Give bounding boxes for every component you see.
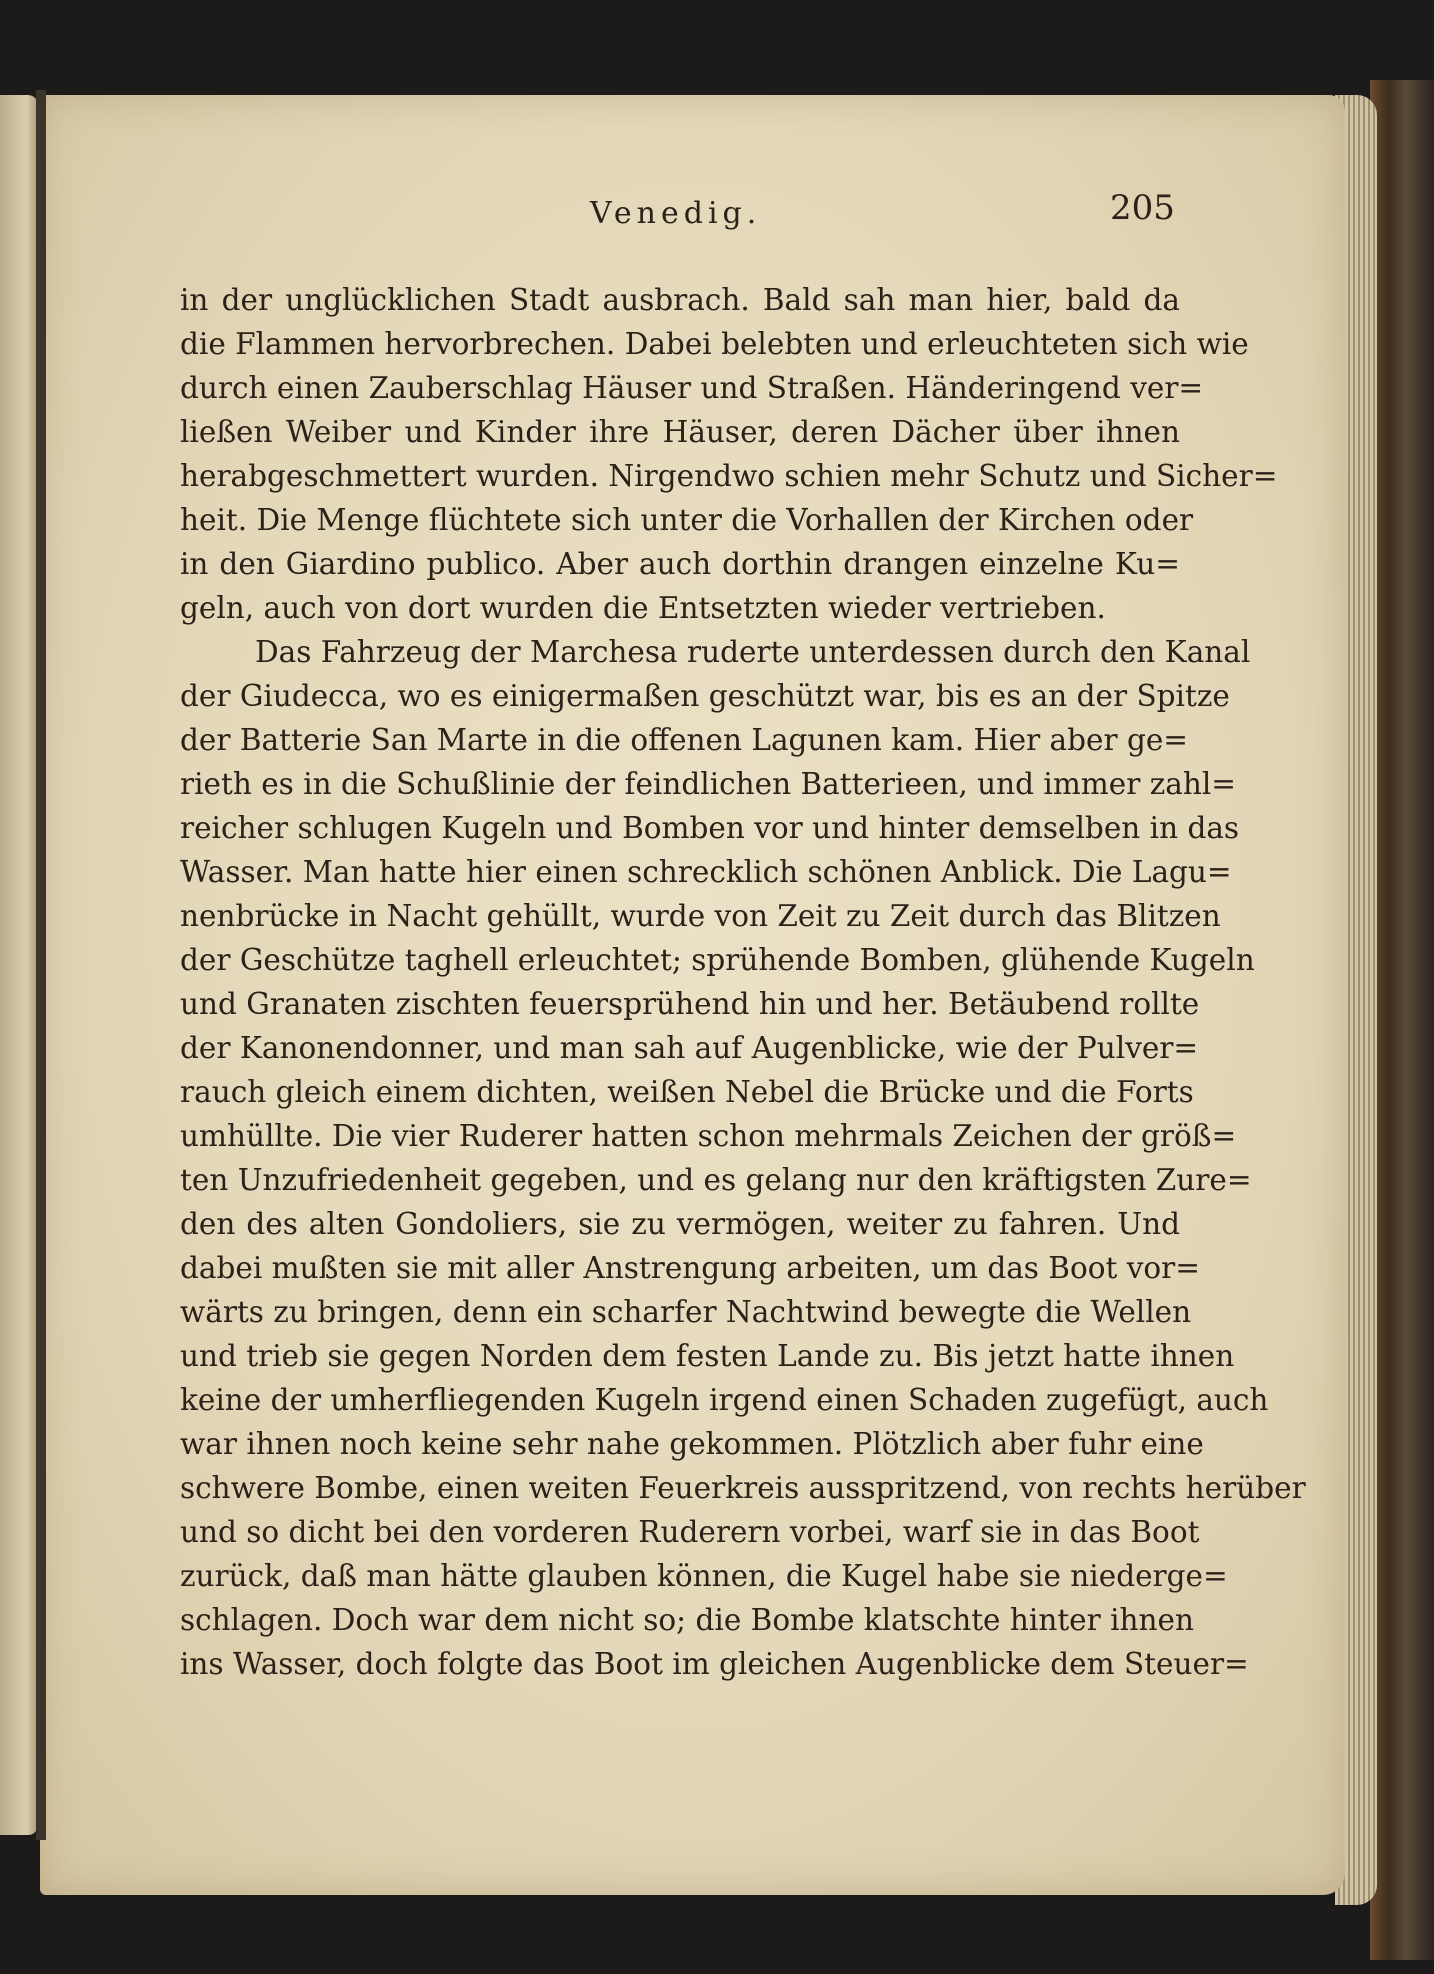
text-line: umhüllte. Die vier Ruderer hatten schon mehrmals Zeichen der größ= bbox=[180, 1119, 1237, 1153]
running-head: Venedig. bbox=[590, 196, 762, 231]
text-line: heit. Die Menge flüchtete sich unter die Vorhallen der Kirchen oder bbox=[180, 503, 1194, 537]
text-line: und Granaten zischten feuersprühend hin und her. Betäubend rollte bbox=[180, 987, 1200, 1021]
text-line: keine der umherfliegenden Kugeln irgend einen Schaden zugefügt, auch bbox=[180, 1383, 1269, 1417]
text-line: ten Unzufriedenheit gegeben, und es gelang nur den kräftigsten Zure= bbox=[180, 1163, 1252, 1197]
text-line: der Geschütze taghell erleuchtet; sprühende Bomben, glühende Kugeln bbox=[180, 943, 1255, 977]
text-line: Wasser. Man hatte hier einen schrecklich schönen Anblick. Die Lagu= bbox=[180, 855, 1232, 889]
text-line: nenbrücke in Nacht gehüllt, wurde von Zeit zu Zeit durch das Blitzen bbox=[180, 899, 1221, 933]
text-line: geln, auch von dort wurden die Entsetzten wieder vertrieben. bbox=[180, 591, 1106, 625]
text-line: ließen Weiber und Kinder ihre Häuser, deren Dächer über ihnen bbox=[180, 415, 1180, 449]
page-number: 205 bbox=[1110, 188, 1175, 228]
paragraph-first-line: Das Fahrzeug der Marchesa ruderte unterdessen durch den Kanal bbox=[255, 635, 1251, 669]
text-line: rieth es in die Schußlinie der feindlichen Batterieen, und immer zahl= bbox=[180, 767, 1236, 801]
text-line: ins Wasser, doch folgte das Boot im gleichen Augenblicke dem Steuer= bbox=[180, 1647, 1249, 1681]
text-line: die Flammen hervorbrechen. Dabei belebten und erleuchteten sich wie bbox=[180, 327, 1249, 361]
text-line: rauch gleich einem dichten, weißen Nebel die Brücke und die Forts bbox=[180, 1075, 1194, 1109]
book-spine bbox=[1370, 80, 1434, 1960]
text-line: herabgeschmettert wurden. Nirgendwo schien mehr Schutz und Sicher= bbox=[180, 459, 1278, 493]
text-line: der Giudecca, wo es einigermaßen geschützt war, bis es an der Spitze bbox=[180, 679, 1230, 713]
gutter bbox=[36, 90, 46, 1840]
text-line: schwere Bombe, einen weiten Feuerkreis ausspritzend, von rechts herüber bbox=[180, 1471, 1306, 1505]
text-line: dabei mußten sie mit aller Anstrengung arbeiten, um das Boot vor= bbox=[180, 1251, 1200, 1285]
text-line: durch einen Zauberschlag Häuser und Straßen. Händeringend ver= bbox=[180, 371, 1204, 405]
text-line: in den Giardino publico. Aber auch dorthin drangen einzelne Ku= bbox=[180, 547, 1180, 581]
text-line: und trieb sie gegen Norden dem festen Lande zu. Bis jetzt hatte ihnen bbox=[180, 1339, 1235, 1373]
text-line: der Kanonendonner, und man sah auf Augenblicke, wie der Pulver= bbox=[180, 1031, 1199, 1065]
text-line: und so dicht bei den vorderen Ruderern vorbei, warf sie in das Boot bbox=[180, 1515, 1200, 1549]
body-text bbox=[180, 278, 1306, 1686]
text-line: zurück, daß man hätte glauben können, die Kugel habe sie niederge= bbox=[180, 1559, 1228, 1593]
text-line: schlagen. Doch war dem nicht so; die Bombe klatschte hinter ihnen bbox=[180, 1603, 1195, 1637]
text-line: war ihnen noch keine sehr nahe gekommen. Plötzlich aber fuhr eine bbox=[180, 1427, 1204, 1461]
text-line: der Batterie San Marte in die offenen Lagunen kam. Hier aber ge= bbox=[180, 723, 1189, 757]
text-line: reicher schlugen Kugeln und Bomben vor und hinter demselben in das bbox=[180, 811, 1240, 845]
text-line: in der unglücklichen Stadt ausbrach. Bald sah man hier, bald da bbox=[180, 283, 1180, 317]
facing-page-edge bbox=[0, 95, 38, 1835]
text-line: den des alten Gondoliers, sie zu vermögen, weiter zu fahren. Und bbox=[180, 1207, 1180, 1241]
text-line: wärts zu bringen, denn ein scharfer Nachtwind bewegte die Wellen bbox=[180, 1295, 1192, 1329]
